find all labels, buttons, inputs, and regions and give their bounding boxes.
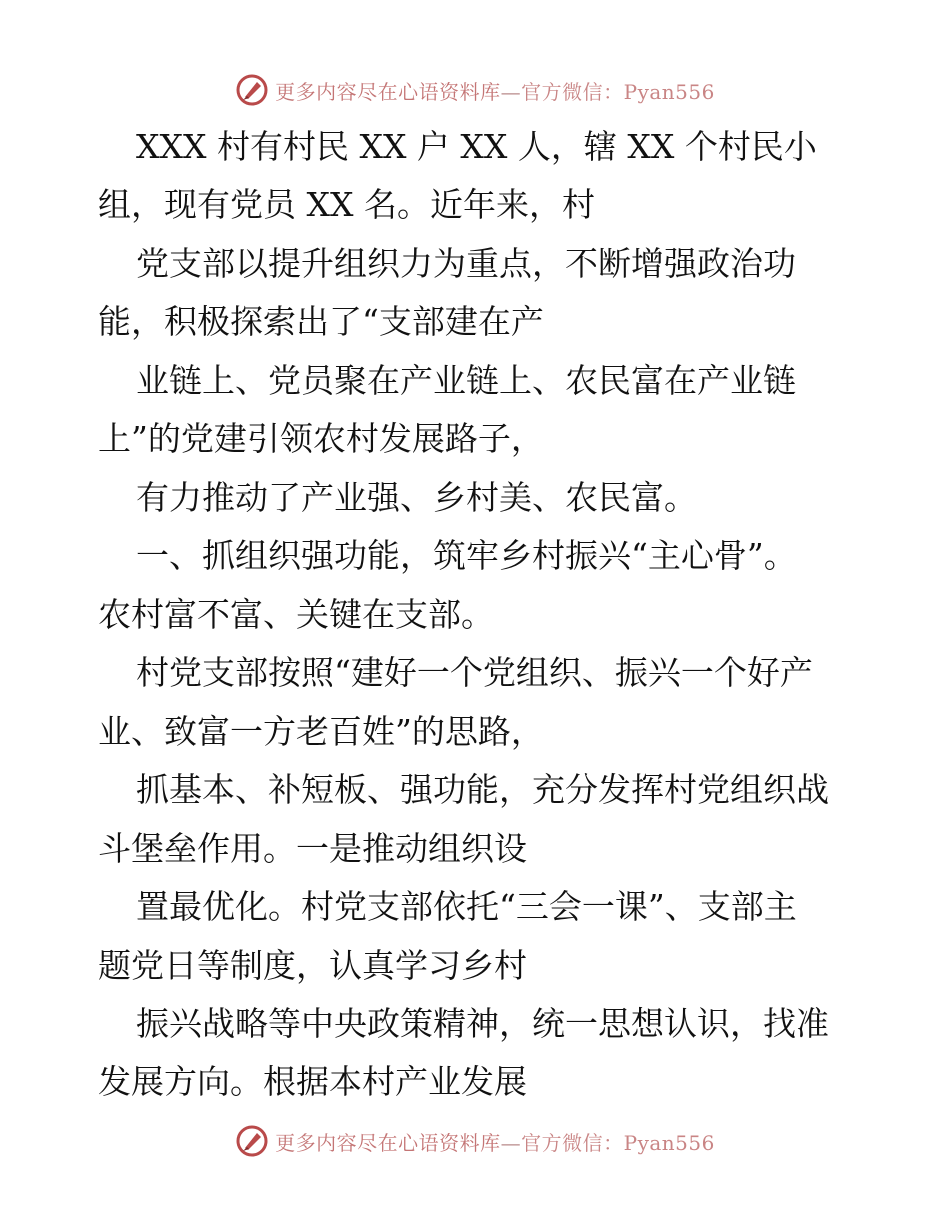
watermark-brand: 更多内容尽在心语资料库: [275, 79, 501, 104]
text-line: 发展方向。根据本村产业发展: [98, 1062, 527, 1101]
pen-nib-logo-icon: [235, 73, 269, 107]
watermark-official: 官方微信：: [521, 79, 624, 104]
text-line: 有力推动了产业强、乡村美、农民富。: [136, 478, 697, 517]
text-line: 农村富不富、关键在支部。: [98, 595, 494, 634]
watermark-text: [275, 76, 715, 105]
watermark-official: 官方微信：: [521, 1130, 624, 1155]
watermark-brand: 更多内容尽在心语资料库: [275, 1130, 501, 1155]
text-line: 业链上、党员聚在产业链上、农民富在产业链: [136, 361, 796, 400]
text-line: XXX 村有村民 XX 户 XX 人，辖 XX 个村民小: [136, 127, 817, 166]
watermark-separator: —: [500, 79, 522, 104]
text-line: 能，积极探索出了“支部建在产: [98, 302, 544, 341]
pen-nib-logo-icon: [235, 1124, 269, 1158]
text-line: 业、致富一方老百姓”的思路，: [98, 712, 544, 751]
text-line: 党支部以提升组织力为重点，不断增强政治功: [136, 244, 796, 283]
text-line: 村党支部按照“建好一个党组织、振兴一个好产: [136, 653, 813, 692]
text-line: 题党日等制度，认真学习乡村: [98, 946, 527, 985]
watermark-group: [235, 1124, 715, 1158]
watermark-text: [275, 1127, 715, 1156]
text-line: 组，现有党员 XX 名。近年来，村: [98, 185, 595, 224]
text-line: 振兴战略等中央政策精神，统一思想认识，找准: [136, 1004, 829, 1043]
text-line: 斗堡垒作用。一是推动组织设: [98, 829, 527, 868]
watermark-account: Pyan556: [623, 79, 715, 104]
watermark-account: Pyan556: [623, 1130, 715, 1155]
footer-watermark: [0, 1121, 950, 1161]
watermark-group: [235, 73, 715, 107]
text-line: 上”的党建引领农村发展路子，: [98, 419, 544, 458]
header-watermark: [0, 70, 950, 110]
text-line: 一、抓组织强功能，筑牢乡村振兴“主心骨”。: [136, 536, 797, 575]
watermark-separator: —: [500, 1130, 522, 1155]
text-line: 置最优化。村党支部依托“三会一课”、支部主: [136, 887, 797, 926]
text-line: 抓基本、补短板、强功能，充分发挥村党组织战: [136, 770, 829, 809]
